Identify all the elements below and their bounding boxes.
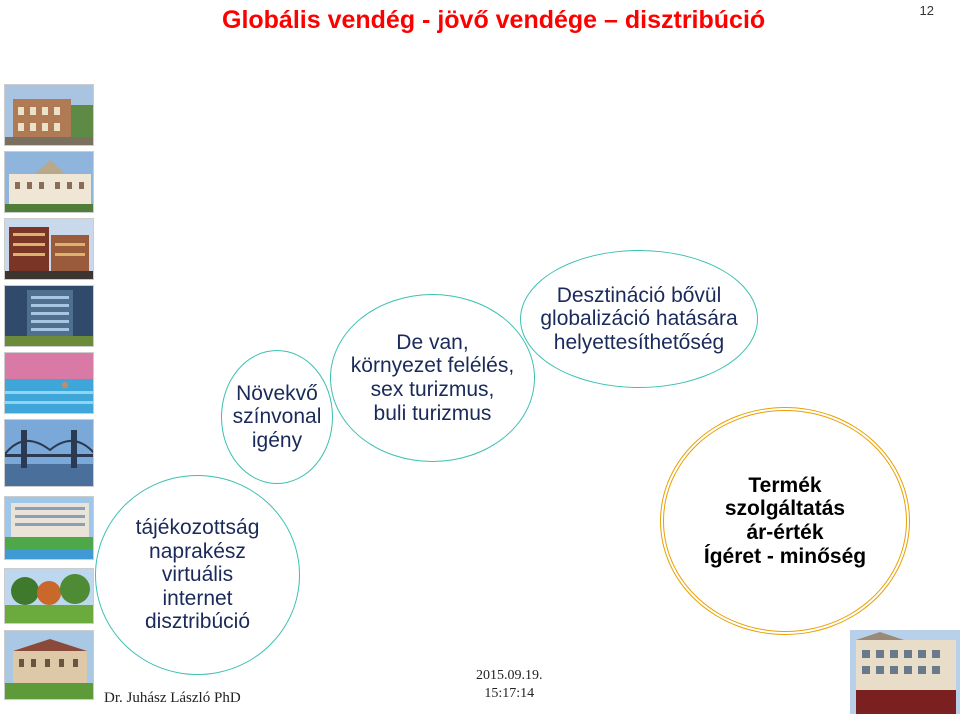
resort-photo [4, 496, 94, 560]
tower-photo [4, 285, 94, 347]
building-photo [4, 84, 94, 146]
bubble-line: ár-érték [746, 521, 824, 544]
pool-photo [4, 352, 94, 414]
author-footer: Dr. Juhász László PhD [104, 690, 241, 706]
slide-number: 12 [919, 3, 934, 18]
footer-time: 15:17:14 [484, 685, 535, 701]
bubble-line: De van, [396, 330, 469, 354]
bubble-line: virtuális [161, 563, 234, 587]
park-photo [4, 568, 94, 624]
castle-photo [4, 630, 94, 700]
bubble-line: naprakész [149, 539, 246, 563]
slide-title: Globális vendég - jövő vendége – disztribúció [222, 6, 766, 34]
bridge-photo [4, 419, 94, 487]
bubble-line: tájékozottság [135, 516, 260, 540]
bubble-rising-standard [221, 350, 333, 484]
bubble-line: igény [251, 428, 303, 452]
bubble-line: Ígéret - minőség [703, 544, 867, 568]
bubble-line: sex turizmus, [370, 378, 495, 401]
bubble-line: helyettesíthetőség [553, 330, 725, 354]
bubble-line: disztribúció [144, 610, 251, 634]
bubble-product-quality [660, 407, 910, 635]
bubble-distribution [95, 475, 300, 675]
footer-date: 2015.09.19. [476, 668, 543, 683]
bubble-line: globalizáció hatására [540, 307, 738, 331]
bubble-line: Desztináció bővül [556, 283, 722, 307]
bubble-downsides [330, 294, 535, 462]
bubble-line: internet [162, 586, 233, 610]
bubble-line: színvonal [232, 405, 322, 429]
bubble-line: Növekvő [236, 381, 318, 405]
date-time-footer [476, 667, 543, 702]
bubble-line: Termék [748, 473, 822, 497]
bubble-destination [520, 250, 758, 388]
palace-photo [4, 151, 94, 213]
bubble-line: szolgáltatás [724, 497, 846, 521]
city-hotel-photo [850, 630, 960, 714]
bubble-line: buli turizmus [373, 401, 492, 425]
hotel-photo [4, 218, 94, 280]
bubble-line: környezet felélés, [350, 354, 515, 378]
